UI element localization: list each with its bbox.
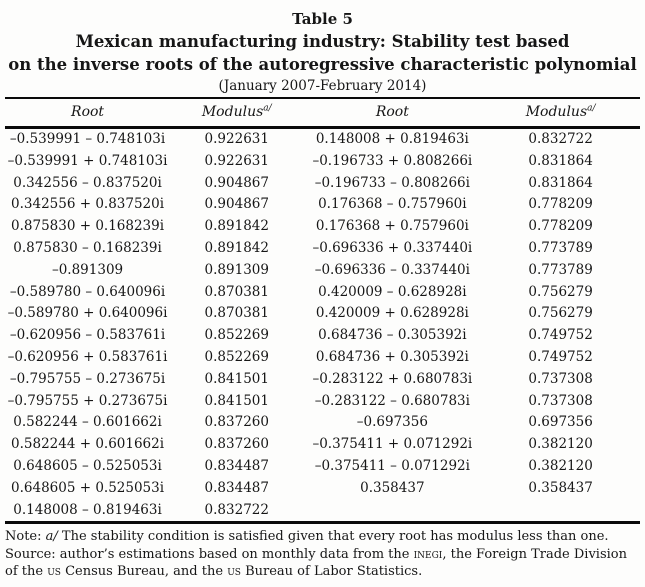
table-row — [5, 347, 640, 369]
note-footnote-marker: a/ — [45, 529, 58, 545]
root-cell: 0.582244 – 0.601662i — [13, 414, 162, 431]
table-row — [5, 260, 640, 282]
root-cell: –0.589780 + 0.640096i — [7, 305, 168, 322]
root-cell: 0.684736 – 0.305392i — [318, 327, 467, 344]
modulus-cell: 0.358437 — [528, 479, 593, 496]
root-cell: –0.375411 – 0.071292i — [314, 457, 470, 474]
root-cell: –0.620956 + 0.583761i — [7, 348, 168, 365]
root-cell: 0.582244 + 0.601662i — [11, 436, 165, 453]
root-cell: 0.875830 – 0.168239i — [13, 239, 162, 256]
modulus-cell: 0.749752 — [528, 348, 593, 365]
root-cell: –0.696336 + 0.337440i — [312, 239, 473, 256]
root-cell: –0.589780 – 0.640096i — [9, 283, 166, 300]
root-cell: –0.539991 – 0.748103i — [9, 131, 166, 147]
root-cell: 0.358437 — [360, 479, 425, 496]
table-row — [5, 216, 640, 238]
footnote-marker-superscript: a/ — [263, 103, 272, 114]
modulus-cell: 0.737308 — [528, 370, 593, 387]
modulus-cell: 0.837260 — [204, 414, 269, 431]
modulus-cell: 0.891842 — [204, 239, 269, 256]
modulus-cell: 0.773789 — [528, 239, 593, 256]
table-row — [5, 282, 640, 304]
modulus-cell: 0.922631 — [204, 131, 269, 147]
stability-roots-table — [5, 97, 640, 524]
table-row — [5, 456, 640, 478]
table-row — [5, 303, 640, 325]
root-cell: –0.795755 – 0.273675i — [9, 370, 166, 387]
root-cell: –0.539991 + 0.748103i — [7, 152, 168, 169]
root-cell: 0.420009 + 0.628928i — [315, 305, 469, 322]
table-number: Table 5 — [292, 10, 353, 28]
root-cell: –0.795755 + 0.273675i — [7, 392, 168, 409]
modulus-cell: 0.904867 — [204, 174, 269, 191]
table-row — [5, 412, 640, 434]
table-row — [5, 151, 640, 173]
table-title-line-1: Mexican manufacturing industry: Stability test based — [75, 32, 570, 51]
root-cell: 0.342556 – 0.837520i — [13, 174, 162, 191]
table-row — [5, 391, 640, 413]
root-cell: –0.375411 + 0.071292i — [312, 436, 473, 453]
modulus-cell: 0.852269 — [204, 327, 269, 344]
header-root-left: Root — [5, 98, 170, 128]
root-cell: –0.196733 – 0.808266i — [314, 174, 470, 191]
note-prefix: Note: — [5, 529, 46, 545]
modulus-cell: 0.922631 — [204, 152, 269, 169]
root-cell: –0.697356 — [356, 414, 428, 431]
root-cell — [303, 500, 481, 523]
table-title-block — [5, 8, 640, 96]
root-cell: 0.420009 – 0.628928i — [318, 283, 467, 300]
source-inegi-smallcaps: inegi — [413, 546, 443, 562]
header-root-right: Root — [303, 98, 481, 128]
modulus-cell: 0.382120 — [528, 436, 593, 453]
modulus-cell: 0.870381 — [204, 305, 269, 322]
table-row — [5, 369, 640, 391]
modulus-cell: 0.831864 — [528, 174, 593, 191]
table-notes-block — [5, 528, 640, 581]
modulus-cell — [481, 500, 640, 523]
modulus-cell: 0.834487 — [204, 457, 269, 474]
table-source-line — [5, 546, 640, 581]
modulus-cell: 0.778209 — [528, 218, 593, 235]
table-row — [5, 478, 640, 500]
modulus-cell: 0.382120 — [528, 457, 593, 474]
footnote-marker-superscript: a/ — [587, 103, 596, 114]
root-cell: 0.176368 – 0.757960i — [318, 196, 467, 213]
modulus-cell: 0.904867 — [204, 196, 269, 213]
modulus-cell: 0.837260 — [204, 436, 269, 453]
modulus-cell: 0.737308 — [528, 392, 593, 409]
modulus-cell: 0.697356 — [528, 414, 593, 431]
table-row — [5, 238, 640, 260]
modulus-cell: 0.834487 — [204, 479, 269, 496]
source-text: Census Bureau, and the — [60, 564, 228, 580]
root-cell: 0.342556 + 0.837520i — [11, 196, 165, 213]
root-cell: –0.891309 — [51, 261, 124, 278]
modulus-cell: 0.832722 — [204, 501, 269, 518]
modulus-cell: 0.831864 — [528, 152, 593, 169]
root-cell: –0.196733 + 0.808266i — [312, 152, 473, 169]
modulus-cell: 0.756279 — [528, 305, 593, 322]
table-row — [5, 194, 640, 216]
root-cell: 0.648605 – 0.525053i — [13, 457, 162, 474]
table-row — [5, 128, 640, 151]
root-cell: 0.148008 – 0.819463i — [13, 501, 162, 518]
table-row — [5, 325, 640, 347]
table-note-line — [5, 528, 640, 546]
modulus-cell: 0.891842 — [204, 218, 269, 235]
table-row — [5, 500, 640, 523]
modulus-cell: 0.778209 — [528, 196, 593, 213]
root-cell: 0.684736 + 0.305392i — [315, 348, 469, 365]
modulus-cell: 0.852269 — [204, 348, 269, 365]
modulus-cell: 0.841501 — [204, 370, 269, 387]
modulus-cell: 0.756279 — [528, 283, 593, 300]
root-cell: –0.283122 + 0.680783i — [312, 370, 473, 387]
root-cell: 0.648605 + 0.525053i — [11, 479, 165, 496]
modulus-cell: 0.891309 — [204, 261, 269, 278]
modulus-cell: 0.832722 — [528, 131, 593, 147]
modulus-cell: 0.870381 — [204, 283, 269, 300]
header-modulus-left: Modulus$^{a/}$ — [170, 98, 303, 128]
table-body — [5, 128, 640, 523]
table-row — [5, 434, 640, 456]
root-cell: 0.148008 + 0.819463i — [315, 131, 469, 147]
root-cell: 0.875830 + 0.168239i — [11, 218, 165, 235]
table-row — [5, 173, 640, 195]
modulus-cell: 0.749752 — [528, 327, 593, 344]
source-us-smallcaps: us — [47, 564, 61, 580]
source-text: Bureau of Labor Statistics. — [240, 564, 423, 580]
modulus-cell: 0.773789 — [528, 261, 593, 278]
root-cell: –0.283122 – 0.680783i — [314, 392, 470, 409]
root-cell: –0.696336 – 0.337440i — [314, 261, 470, 278]
table-title-line-2: on the inverse roots of the autoregressive characteristic polynomial — [8, 55, 637, 74]
source-text: , the Foreign Trade Division of the — [5, 546, 627, 580]
table-subtitle-period: (January 2007-February 2014) — [218, 78, 427, 94]
source-us-smallcaps: us — [227, 564, 241, 580]
note-text: The stability condition is satisfied given that every root has modulus less than one. — [57, 529, 609, 545]
header-modulus-right: Modulus$^{a/}$ — [481, 98, 640, 128]
table-header-row — [5, 98, 640, 128]
root-cell: 0.176368 + 0.757960i — [315, 218, 469, 235]
source-text: Source: author’s estimations based on monthly data from the — [5, 546, 414, 562]
root-cell: –0.620956 – 0.583761i — [9, 327, 166, 344]
modulus-cell: 0.841501 — [204, 392, 269, 409]
